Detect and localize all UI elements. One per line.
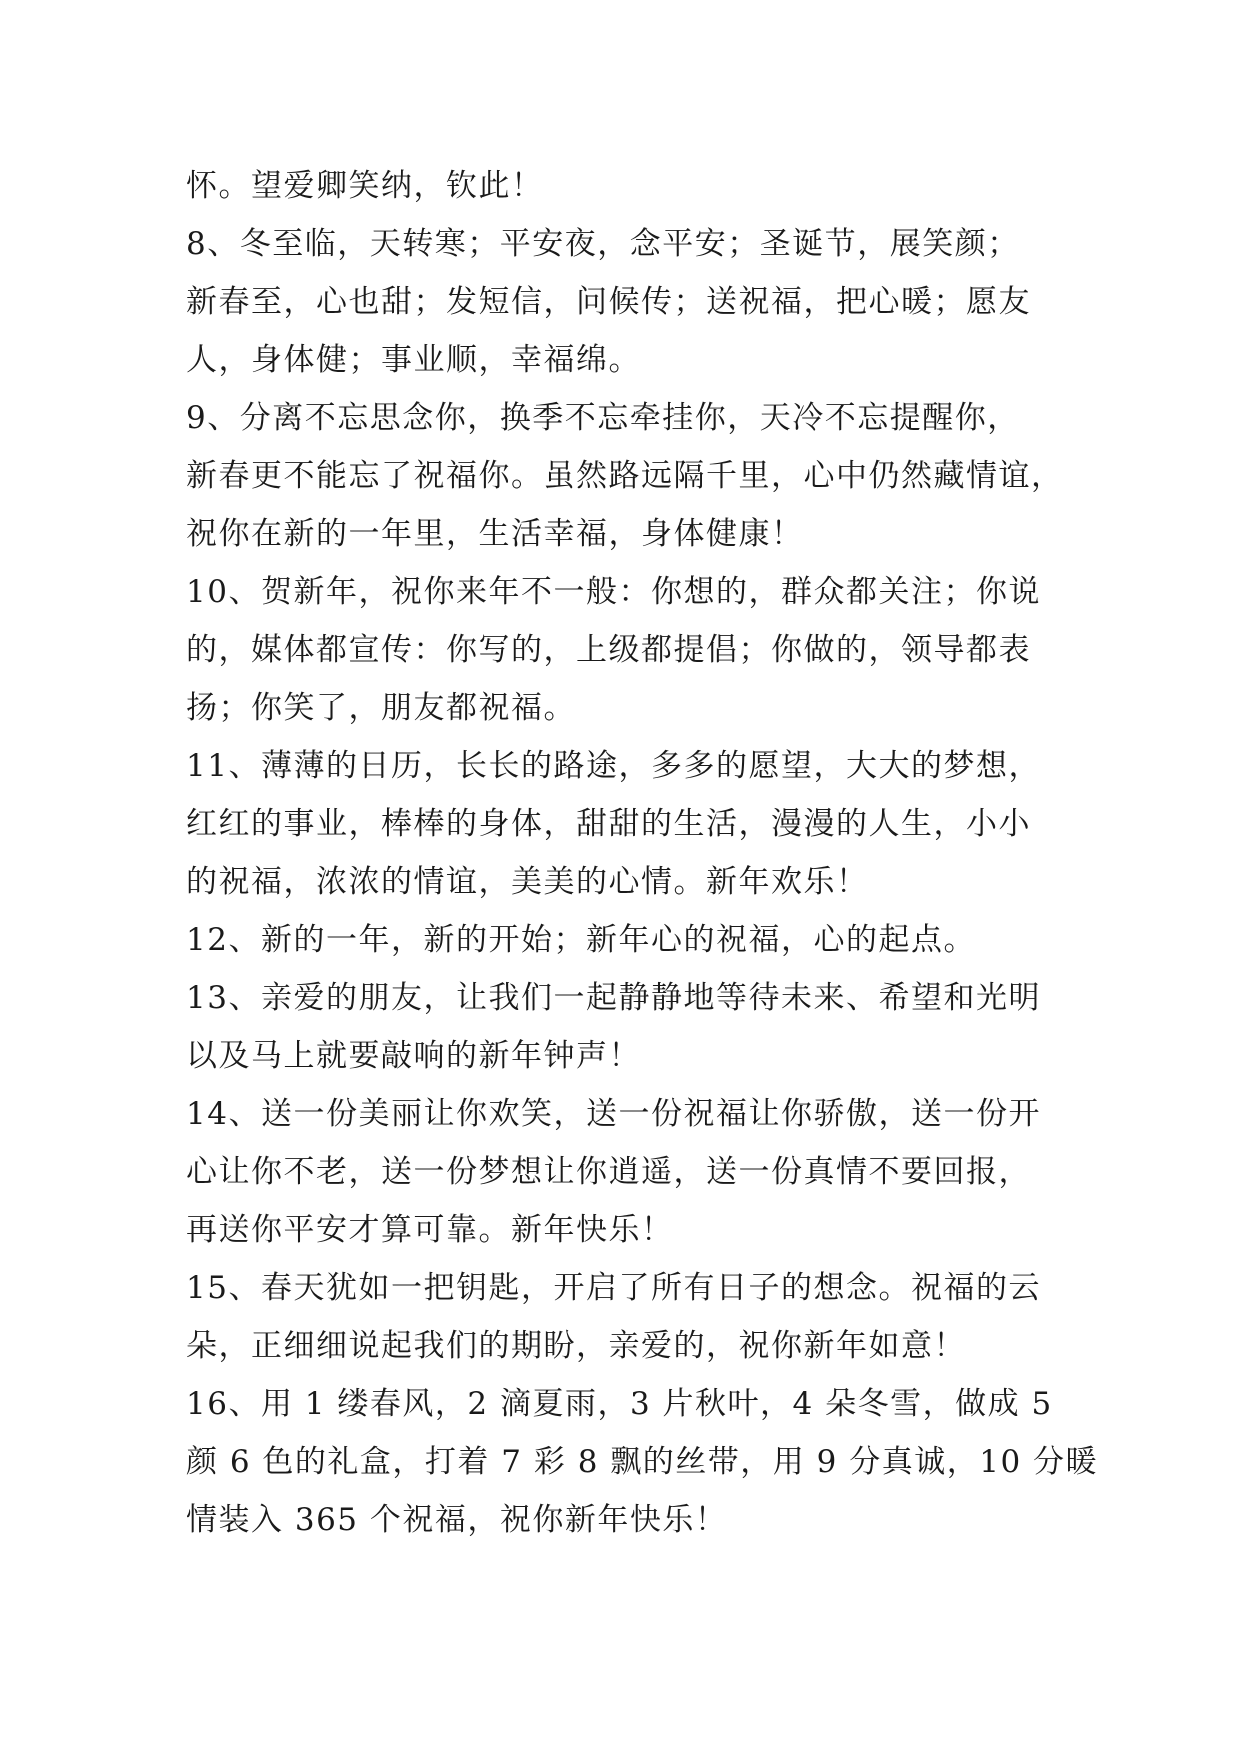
text-line: 颜 6 色的礼盒，打着 7 彩 8 飘的丝带，用 9 分真诚，10 分暖 (186, 1444, 1099, 1480)
text-line: 情装入 365 个祝福，祝你新年快乐！ (186, 1502, 728, 1538)
document-body (186, 157, 1099, 1549)
text-line: 12、新的一年，新的开始；新年心的祝福，心的起点。 (186, 922, 976, 958)
text-line: 10、贺新年，祝你来年不一般：你想的，群众都关注；你说 (186, 574, 1041, 610)
text-line: 祝你在新的一年里，生活幸福，身体健康！ (186, 516, 804, 552)
text-line: 的祝福，浓浓的情谊，美美的心情。新年欢乐！ (186, 864, 869, 900)
text-line: 新春至，心也甜；发短信，问候传；送祝福，把心暖；愿友 (186, 284, 1031, 320)
text-line: 怀。望爱卿笑纳，钦此！ (186, 168, 544, 204)
text-line: 14、送一份美丽让你欢笑，送一份祝福让你骄傲，送一份开 (186, 1096, 1041, 1132)
text-line: 11、薄薄的日历，长长的路途，多多的愿望，大大的梦想， (186, 748, 1041, 784)
text-line: 16、用 1 缕春风，2 滴夏雨，3 片秋叶，4 朵冬雪，做成 5 (186, 1386, 1053, 1422)
text-line: 心让你不老，送一份梦想让你逍遥，送一份真情不要回报， (186, 1154, 1031, 1190)
text-line: 的，媒体都宣传：你写的，上级都提倡；你做的，领导都表 (186, 632, 1031, 668)
text-line: 扬；你笑了，朋友都祝福。 (186, 690, 576, 726)
text-line: 红红的事业，棒棒的身体，甜甜的生活，漫漫的人生，小小 (186, 806, 1031, 842)
text-line: 以及马上就要敲响的新年钟声！ (186, 1038, 641, 1074)
text-line: 人，身体健；事业顺，幸福绵。 (186, 342, 641, 378)
text-line: 9、分离不忘思念你，换季不忘牵挂你，天冷不忘提醒你， (186, 400, 1020, 436)
text-line: 新春更不能忘了祝福你。虽然路远隔千里，心中仍然藏情谊， (186, 458, 1064, 494)
text-line: 15、春天犹如一把钥匙，开启了所有日子的想念。祝福的云 (186, 1270, 1041, 1306)
text-line: 8、冬至临，天转寒；平安夜，念平安；圣诞节，展笑颜； (186, 226, 1020, 262)
text-line: 13、亲爱的朋友，让我们一起静静地等待未来、希望和光明 (186, 980, 1041, 1016)
text-line: 再送你平安才算可靠。新年快乐！ (186, 1212, 674, 1248)
text-line: 朵，正细细说起我们的期盼，亲爱的，祝你新年如意！ (186, 1328, 966, 1364)
